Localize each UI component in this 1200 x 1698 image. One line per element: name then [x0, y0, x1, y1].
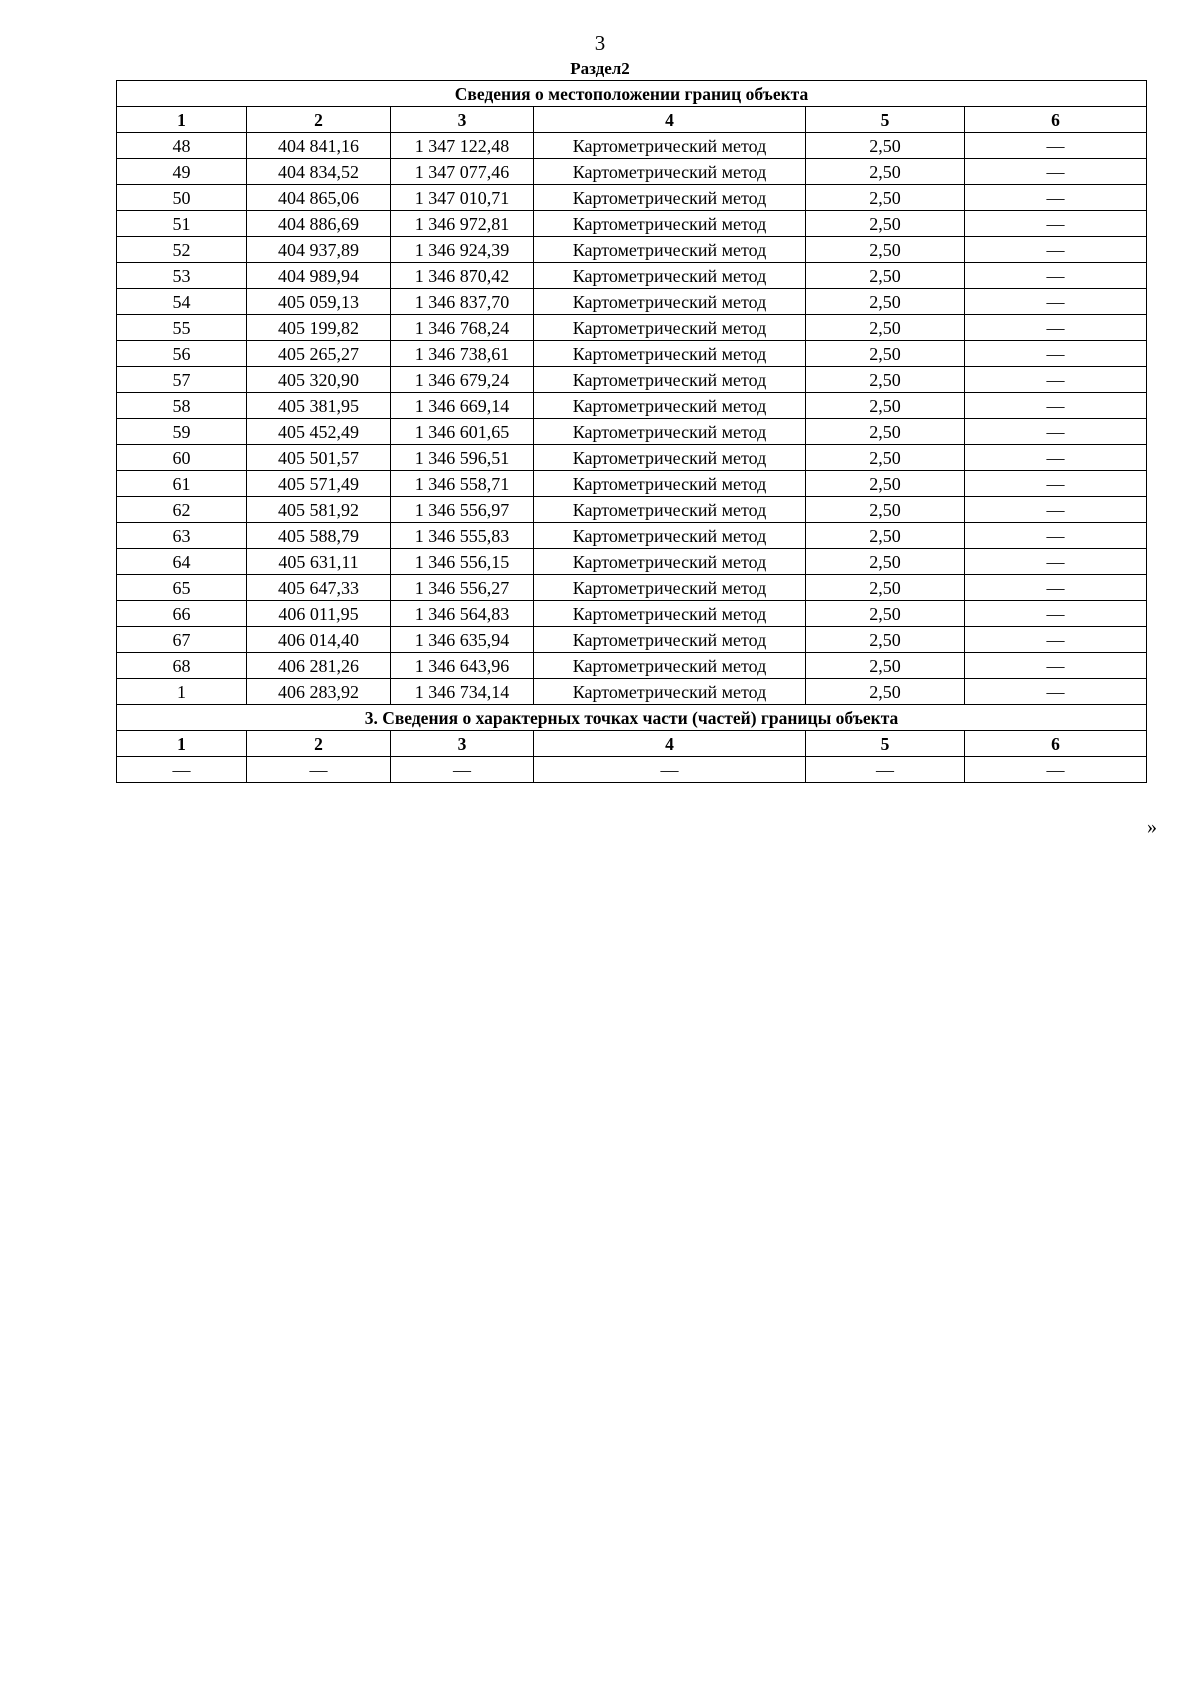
- table-cell: 405 588,79: [247, 523, 391, 549]
- table-cell: 67: [117, 627, 247, 653]
- table-cell: 406 011,95: [247, 601, 391, 627]
- table-cell: 55: [117, 315, 247, 341]
- table-cell: 1 346 601,65: [391, 419, 534, 445]
- table-cell: 405 320,90: [247, 367, 391, 393]
- table-cell: 1 346 643,96: [391, 653, 534, 679]
- table-cell: 53: [117, 263, 247, 289]
- table-cell: —: [965, 627, 1147, 653]
- table-cell: 2,50: [806, 211, 965, 237]
- table-cell: 405 571,49: [247, 471, 391, 497]
- table-cell: 1 346 972,81: [391, 211, 534, 237]
- table-cell: —: [247, 757, 391, 783]
- table-cell: 406 281,26: [247, 653, 391, 679]
- table-cell: 1: [117, 679, 247, 705]
- table-cell: 1 346 837,70: [391, 289, 534, 315]
- table-cell: —: [965, 471, 1147, 497]
- table-cell: 66: [117, 601, 247, 627]
- table-cell: —: [965, 653, 1147, 679]
- table-cell: 404 841,16: [247, 133, 391, 159]
- table-cell: 2,50: [806, 575, 965, 601]
- table-cell: 2,50: [806, 367, 965, 393]
- table-cell: —: [965, 575, 1147, 601]
- table-row: [117, 497, 1147, 523]
- table-cell: Картометрический метод: [534, 237, 806, 263]
- table-cell: 54: [117, 289, 247, 315]
- table-row: [117, 601, 1147, 627]
- table-cell: Картометрический метод: [534, 497, 806, 523]
- table-row: [117, 341, 1147, 367]
- table-cell: —: [965, 315, 1147, 341]
- table-cell: 60: [117, 445, 247, 471]
- table-cell: Картометрический метод: [534, 653, 806, 679]
- table-cell: 50: [117, 185, 247, 211]
- table-cell: Картометрический метод: [534, 185, 806, 211]
- table-row: [117, 653, 1147, 679]
- table-cell: 2,50: [806, 263, 965, 289]
- table-cell: —: [391, 757, 534, 783]
- table-row: [117, 211, 1147, 237]
- table-cell: 64: [117, 549, 247, 575]
- table-cell: 2,50: [806, 445, 965, 471]
- boundary-table: [116, 80, 1147, 783]
- table-cell: Картометрический метод: [534, 679, 806, 705]
- table-cell: 406 014,40: [247, 627, 391, 653]
- table-cell: 2,50: [806, 237, 965, 263]
- table-cell: Картометрический метод: [534, 627, 806, 653]
- table-cell: 2,50: [806, 653, 965, 679]
- table-cell: 1 346 870,42: [391, 263, 534, 289]
- column-number: 2: [247, 731, 391, 757]
- table-cell: 1 346 556,27: [391, 575, 534, 601]
- table-cell: 2,50: [806, 393, 965, 419]
- table-row: [117, 289, 1147, 315]
- table-cell: —: [965, 419, 1147, 445]
- table-cell: 405 631,11: [247, 549, 391, 575]
- table-cell: 1 346 596,51: [391, 445, 534, 471]
- table-cell: 404 886,69: [247, 211, 391, 237]
- table-cell: 2,50: [806, 549, 965, 575]
- table-cell: 1 347 010,71: [391, 185, 534, 211]
- table-cell: —: [965, 549, 1147, 575]
- table-row: [117, 419, 1147, 445]
- table-cell: —: [965, 393, 1147, 419]
- table-cell: 1 346 734,14: [391, 679, 534, 705]
- table-cell: 1 346 768,24: [391, 315, 534, 341]
- table-cell: Картометрический метод: [534, 601, 806, 627]
- table-cell: —: [965, 341, 1147, 367]
- table-cell: 404 989,94: [247, 263, 391, 289]
- table-body: [117, 81, 1147, 783]
- column-number: 1: [117, 107, 247, 133]
- table-cell: 2,50: [806, 497, 965, 523]
- table-cell: 1 346 669,14: [391, 393, 534, 419]
- column-number: 6: [965, 731, 1147, 757]
- table1-caption: [117, 81, 1147, 107]
- table-row: [117, 757, 1147, 783]
- column-number: 6: [965, 107, 1147, 133]
- table-cell: 2,50: [806, 471, 965, 497]
- table-cell: 405 199,82: [247, 315, 391, 341]
- table-cell: —: [965, 159, 1147, 185]
- table-cell: 1 346 555,83: [391, 523, 534, 549]
- table-cell: 57: [117, 367, 247, 393]
- table2-column-numbers: [117, 731, 1147, 757]
- table-row: [117, 679, 1147, 705]
- table-cell: 1 346 924,39: [391, 237, 534, 263]
- section-title: Раздел2: [570, 59, 630, 78]
- table-cell: 405 647,33: [247, 575, 391, 601]
- table-cell: 405 381,95: [247, 393, 391, 419]
- table-cell: Картометрический метод: [534, 133, 806, 159]
- table-cell: —: [117, 757, 247, 783]
- table-cell: Картометрический метод: [534, 211, 806, 237]
- table-cell: Картометрический метод: [534, 575, 806, 601]
- table-row: [117, 237, 1147, 263]
- table-cell: 1 346 556,15: [391, 549, 534, 575]
- table-cell: 1 346 679,24: [391, 367, 534, 393]
- table-cell: 61: [117, 471, 247, 497]
- table-row: [117, 549, 1147, 575]
- table1-caption-text: Сведения о местоположении границ объекта: [117, 81, 1147, 107]
- table-cell: 406 283,92: [247, 679, 391, 705]
- table-cell: 58: [117, 393, 247, 419]
- table-cell: Картометрический метод: [534, 523, 806, 549]
- table-cell: —: [965, 445, 1147, 471]
- table-cell: Картометрический метод: [534, 315, 806, 341]
- table-row: [117, 523, 1147, 549]
- table-cell: 62: [117, 497, 247, 523]
- table-row: [117, 393, 1147, 419]
- table-cell: 68: [117, 653, 247, 679]
- table-cell: 2,50: [806, 679, 965, 705]
- table-cell: 405 501,57: [247, 445, 391, 471]
- table2-caption-text: 3. Сведения о характерных точках части (частей) границы объекта: [117, 705, 1147, 731]
- table-cell: 405 059,13: [247, 289, 391, 315]
- table2-caption: [117, 705, 1147, 731]
- column-number: 1: [117, 731, 247, 757]
- table-cell: —: [965, 133, 1147, 159]
- table-cell: 404 834,52: [247, 159, 391, 185]
- table-cell: 1 346 558,71: [391, 471, 534, 497]
- column-number: 5: [806, 731, 965, 757]
- table-cell: Картометрический метод: [534, 289, 806, 315]
- table-cell: 404 865,06: [247, 185, 391, 211]
- page-number: 3: [594, 31, 606, 55]
- table-cell: 65: [117, 575, 247, 601]
- table-cell: Картометрический метод: [534, 159, 806, 185]
- table-cell: 1 346 738,61: [391, 341, 534, 367]
- table-cell: 59: [117, 419, 247, 445]
- table-row: [117, 263, 1147, 289]
- table-cell: 56: [117, 341, 247, 367]
- table1-column-numbers: [117, 107, 1147, 133]
- table-cell: 2,50: [806, 133, 965, 159]
- table-row: [117, 367, 1147, 393]
- table-cell: 2,50: [806, 185, 965, 211]
- table-cell: 2,50: [806, 601, 965, 627]
- table-cell: 1 346 635,94: [391, 627, 534, 653]
- table-cell: 1 347 122,48: [391, 133, 534, 159]
- column-number: 2: [247, 107, 391, 133]
- table-cell: Картометрический метод: [534, 445, 806, 471]
- table-cell: 405 581,92: [247, 497, 391, 523]
- table-cell: —: [965, 679, 1147, 705]
- table-cell: 2,50: [806, 159, 965, 185]
- table-cell: —: [534, 757, 806, 783]
- table-row: [117, 185, 1147, 211]
- table-cell: 1 346 556,97: [391, 497, 534, 523]
- table-cell: Картометрический метод: [534, 263, 806, 289]
- table-cell: 1 347 077,46: [391, 159, 534, 185]
- table-cell: —: [806, 757, 965, 783]
- table-cell: Картометрический метод: [534, 393, 806, 419]
- column-number: 3: [391, 107, 534, 133]
- table-cell: 2,50: [806, 523, 965, 549]
- table-cell: 48: [117, 133, 247, 159]
- table-cell: 405 265,27: [247, 341, 391, 367]
- column-number: 4: [534, 107, 806, 133]
- table-cell: Картометрический метод: [534, 471, 806, 497]
- table-cell: 2,50: [806, 341, 965, 367]
- table-cell: 49: [117, 159, 247, 185]
- table-cell: —: [965, 757, 1147, 783]
- table-cell: —: [965, 211, 1147, 237]
- table-cell: 2,50: [806, 419, 965, 445]
- table-cell: —: [965, 263, 1147, 289]
- table-cell: 2,50: [806, 315, 965, 341]
- table-row: [117, 159, 1147, 185]
- table-cell: 51: [117, 211, 247, 237]
- table-cell: 2,50: [806, 289, 965, 315]
- table-cell: —: [965, 367, 1147, 393]
- table-row: [117, 575, 1147, 601]
- table-cell: —: [965, 185, 1147, 211]
- table-row: [117, 445, 1147, 471]
- table-row: [117, 133, 1147, 159]
- table-cell: —: [965, 601, 1147, 627]
- table-cell: —: [965, 237, 1147, 263]
- closing-quote: »: [1147, 816, 1157, 838]
- column-number: 4: [534, 731, 806, 757]
- table-cell: Картометрический метод: [534, 341, 806, 367]
- table-cell: Картометрический метод: [534, 367, 806, 393]
- table-cell: 52: [117, 237, 247, 263]
- table-cell: 405 452,49: [247, 419, 391, 445]
- column-number: 5: [806, 107, 965, 133]
- table-cell: Картометрический метод: [534, 549, 806, 575]
- table-row: [117, 471, 1147, 497]
- table-cell: —: [965, 497, 1147, 523]
- table-cell: 2,50: [806, 627, 965, 653]
- table-row: [117, 627, 1147, 653]
- table-row: [117, 315, 1147, 341]
- table-cell: —: [965, 523, 1147, 549]
- table-cell: 1 346 564,83: [391, 601, 534, 627]
- table-cell: 404 937,89: [247, 237, 391, 263]
- table-cell: Картометрический метод: [534, 419, 806, 445]
- table-cell: 63: [117, 523, 247, 549]
- column-number: 3: [391, 731, 534, 757]
- table-cell: —: [965, 289, 1147, 315]
